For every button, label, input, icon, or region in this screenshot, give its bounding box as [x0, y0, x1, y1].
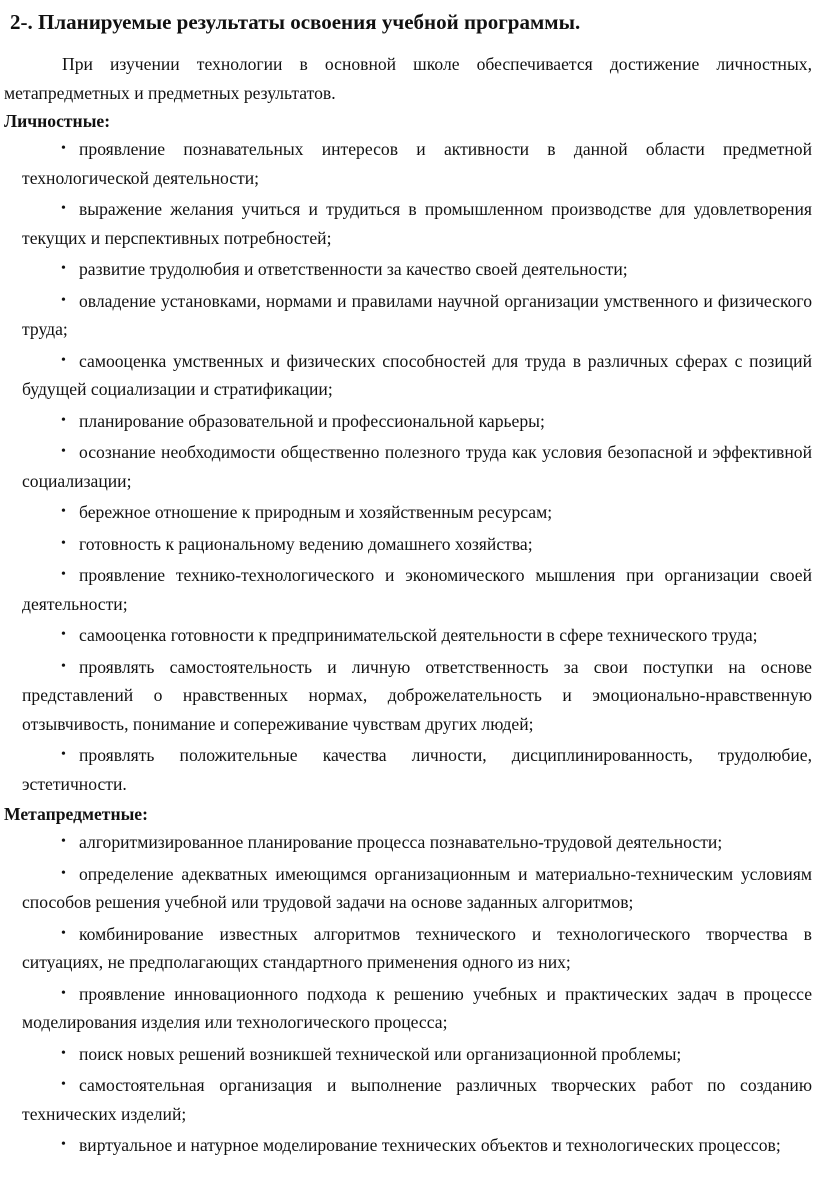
list-item-text: виртуальное и натурное моделирование технических объектов и технологических процессов; [79, 1135, 781, 1155]
bullet-icon: • [61, 201, 66, 216]
list-item-text: поиск новых решений возникшей технической или организационной проблемы; [79, 1043, 682, 1064]
list-item-text: проявление познавательных интересов и активности в данной области предметной технологической деятельности; [22, 139, 812, 188]
list-item [4, 980, 812, 1037]
list-item [4, 920, 812, 977]
list-item [4, 530, 812, 559]
list-item [4, 621, 812, 650]
bullet-icon: • [61, 352, 66, 368]
list-item [4, 860, 812, 917]
bullet-icon: • [61, 1077, 66, 1092]
list-item [4, 653, 812, 739]
list-item-text: осознание необходимости общественно полезного труда как условия безопасной и эффективной социализации; [22, 442, 812, 491]
list-item [4, 1040, 812, 1069]
list-item [4, 1131, 812, 1160]
bullet-icon: • [61, 444, 66, 459]
metasubject-results-heading: Метапредметные: [4, 804, 148, 824]
list-item-text: проявление инновационного подхода к решению учебных и практических задач в процессе моделирования изделия или технологического процесса; [22, 983, 812, 1032]
list-item [4, 195, 812, 252]
list-item [4, 741, 812, 798]
list-item [4, 498, 812, 527]
bullet-icon: • [61, 925, 66, 941]
list-item [4, 135, 812, 192]
list-item-text: выражение желания учиться и трудиться в промышленном производстве для удовлетворения текущих и перспективных потребностей; [22, 199, 812, 248]
list-item-text: определение адекватных имеющимся организационным и материально-техническим условиям способов решения учебной или трудовой задачи на основе заданных алгоритмов; [22, 863, 812, 912]
bullet-icon: • [61, 658, 66, 674]
bullet-icon: • [61, 412, 66, 428]
list-item [4, 347, 812, 404]
list-item [4, 287, 812, 344]
bullet-icon: • [61, 865, 66, 881]
list-item-text: самооценка умственных и физических способностей для труда в различных сферах с позиций будущей социализации и стратификации; [22, 350, 812, 399]
list-item [4, 255, 812, 284]
bullet-icon: • [61, 292, 66, 308]
list-item-text: алгоритмизированное планирование процесса познавательно-трудовой деятельности; [79, 832, 723, 852]
metasubject-results-list [4, 828, 812, 1160]
bullet-icon: • [61, 567, 66, 582]
bullet-icon: • [61, 627, 66, 642]
bullet-icon: • [61, 1137, 66, 1152]
list-item-text: проявление технико-технологического и экономического мышления при организации своей деятельности; [22, 565, 812, 614]
list-item [4, 438, 812, 495]
list-item [4, 828, 812, 857]
list-item-text: самооценка готовности к предпринимательской деятельности в сфере технического труда; [79, 625, 758, 645]
list-item-text: планирование образовательной и профессиональной карьеры; [79, 410, 545, 431]
bullet-icon: • [61, 1045, 66, 1061]
list-item-text: бережное отношение к природным и хозяйственным ресурсам; [79, 502, 553, 522]
bullet-icon: • [61, 985, 66, 1001]
bullet-icon: • [61, 747, 66, 762]
bullet-icon: • [61, 261, 66, 276]
list-item-text: готовность к рациональному ведению домашнего хозяйства; [79, 533, 533, 554]
list-item-text: развитие трудолюбия и ответственности за качество своей деятельности; [79, 259, 628, 279]
bullet-icon: • [61, 141, 66, 156]
bullet-icon: • [61, 834, 66, 849]
bullet-icon: • [61, 504, 66, 519]
list-item [4, 561, 812, 618]
list-item [4, 1071, 812, 1128]
list-item-text: овладение установками, нормами и правилами научной организации умственного и физического труда; [22, 290, 812, 339]
list-item [4, 407, 812, 436]
personal-results-list [4, 135, 812, 798]
bullet-icon: • [61, 535, 66, 551]
personal-results-heading: Личностные: [4, 111, 111, 131]
intro-paragraph: При изучении технологии в основной школе обеспечивается достижение личностных, метапредметных и предметных результатов. [4, 54, 812, 103]
list-item-text: самостоятельная организация и выполнение различных творческих работ по созданию технических изделий; [22, 1075, 812, 1124]
list-item-text: проявлять положительные качества личности, дисциплинированность, трудолюбие, эстетичности. [22, 745, 812, 794]
list-item-text: комбинирование известных алгоритмов технического и технологического творчества в ситуациях, не предполагающих стандартного применения одного из них; [22, 923, 812, 972]
page-title: 2-. Планируемые результаты освоения учебной программы. [10, 10, 581, 34]
list-item-text: проявлять самостоятельность и личную ответственность за свои поступки на основе представлений о нравственных нормах, доброжелательность и эмоционально-нравственную отзывчивость, понимание и сопереживание чувствам других людей; [22, 656, 812, 734]
